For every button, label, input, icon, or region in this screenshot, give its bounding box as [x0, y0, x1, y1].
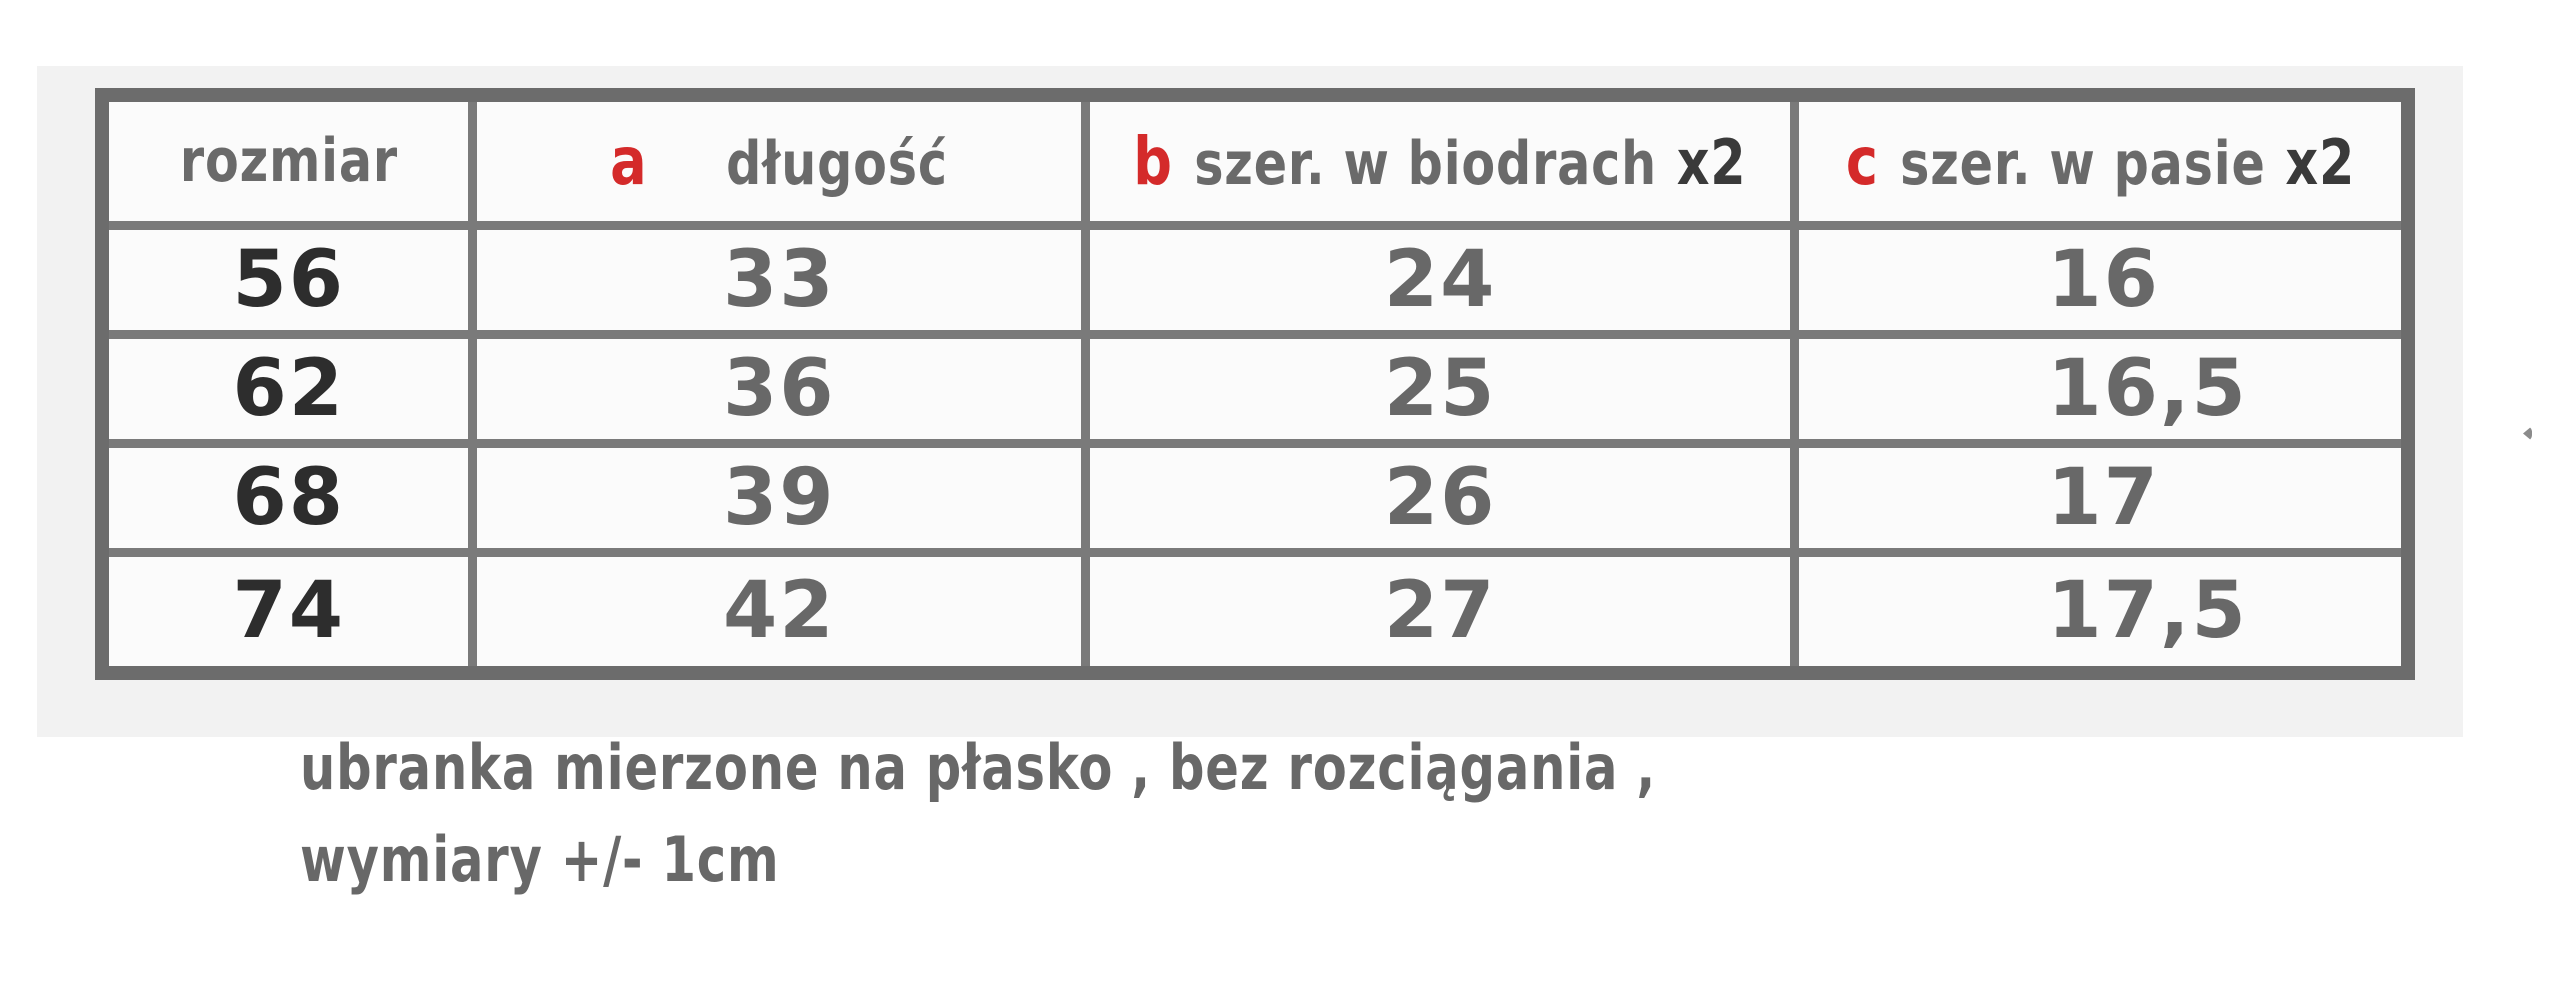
measure-value: 16 — [2047, 234, 2160, 325]
header-cell-rozmiar — [109, 102, 477, 230]
column-label: szer. w biodrach — [1194, 128, 1658, 199]
column-label: szer. w pasie — [1899, 128, 2266, 199]
cell-size-56 — [109, 230, 477, 339]
column-letter-a: a — [610, 122, 648, 200]
measure-value: 39 — [722, 452, 836, 543]
cell-74-dlugosc — [477, 557, 1090, 666]
measure-value: 25 — [1383, 343, 1497, 434]
measure-value: 17 — [2047, 452, 2160, 543]
measure-value: 27 — [1383, 566, 1497, 657]
header-cell-biodra — [1090, 102, 1799, 230]
cell-size-62 — [109, 339, 477, 448]
measure-value: 16,5 — [2047, 343, 2248, 434]
cell-68-dlugosc — [477, 448, 1090, 557]
measurement-note-line1: ubranka mierzone na płasko , bez rozciągania , — [300, 731, 1657, 804]
measurement-note-line2: wymiary +/- 1cm — [300, 823, 780, 896]
measure-value: 36 — [722, 343, 836, 434]
column-letter-b: b — [1133, 122, 1174, 200]
cell-size-68 — [109, 448, 477, 557]
size-value: 68 — [232, 452, 346, 543]
header-label-pas — [1846, 123, 2355, 200]
measure-value: 24 — [1383, 234, 1497, 325]
measure-value: 33 — [722, 234, 836, 325]
header-cell-pas — [1799, 102, 2401, 230]
cell-68-pas — [1799, 448, 2401, 557]
size-value: 74 — [232, 566, 346, 657]
cell-62-pas — [1799, 339, 2401, 448]
column-label: długość — [726, 128, 949, 199]
column-suffix-x2: x2 — [1676, 125, 1747, 199]
cell-74-pas — [1799, 557, 2401, 666]
cell-68-biodra — [1090, 448, 1799, 557]
size-value: 62 — [232, 343, 346, 434]
measure-value: 17,5 — [2047, 566, 2248, 657]
cell-size-74 — [109, 557, 477, 666]
measure-value: 26 — [1383, 452, 1497, 543]
column-suffix-x2: x2 — [2284, 125, 2355, 199]
size-table — [95, 88, 2415, 680]
cell-62-dlugosc — [477, 339, 1090, 448]
header-cell-dlugosc — [477, 102, 1090, 230]
cell-56-pas — [1799, 230, 2401, 339]
stray-mark — [2523, 426, 2532, 441]
size-value: 56 — [232, 234, 346, 325]
cell-74-biodra — [1090, 557, 1799, 666]
cell-56-dlugosc — [477, 230, 1090, 339]
cell-62-biodra — [1090, 339, 1799, 448]
measurement-notes — [300, 722, 1656, 906]
column-label: rozmiar — [179, 126, 398, 197]
column-letter-c: c — [1845, 122, 1879, 200]
measure-value: 42 — [722, 566, 836, 657]
header-label-dlugosc — [610, 123, 948, 200]
header-label-biodra — [1134, 123, 1747, 200]
header-label-rozmiar — [180, 126, 398, 196]
cell-56-biodra — [1090, 230, 1799, 339]
